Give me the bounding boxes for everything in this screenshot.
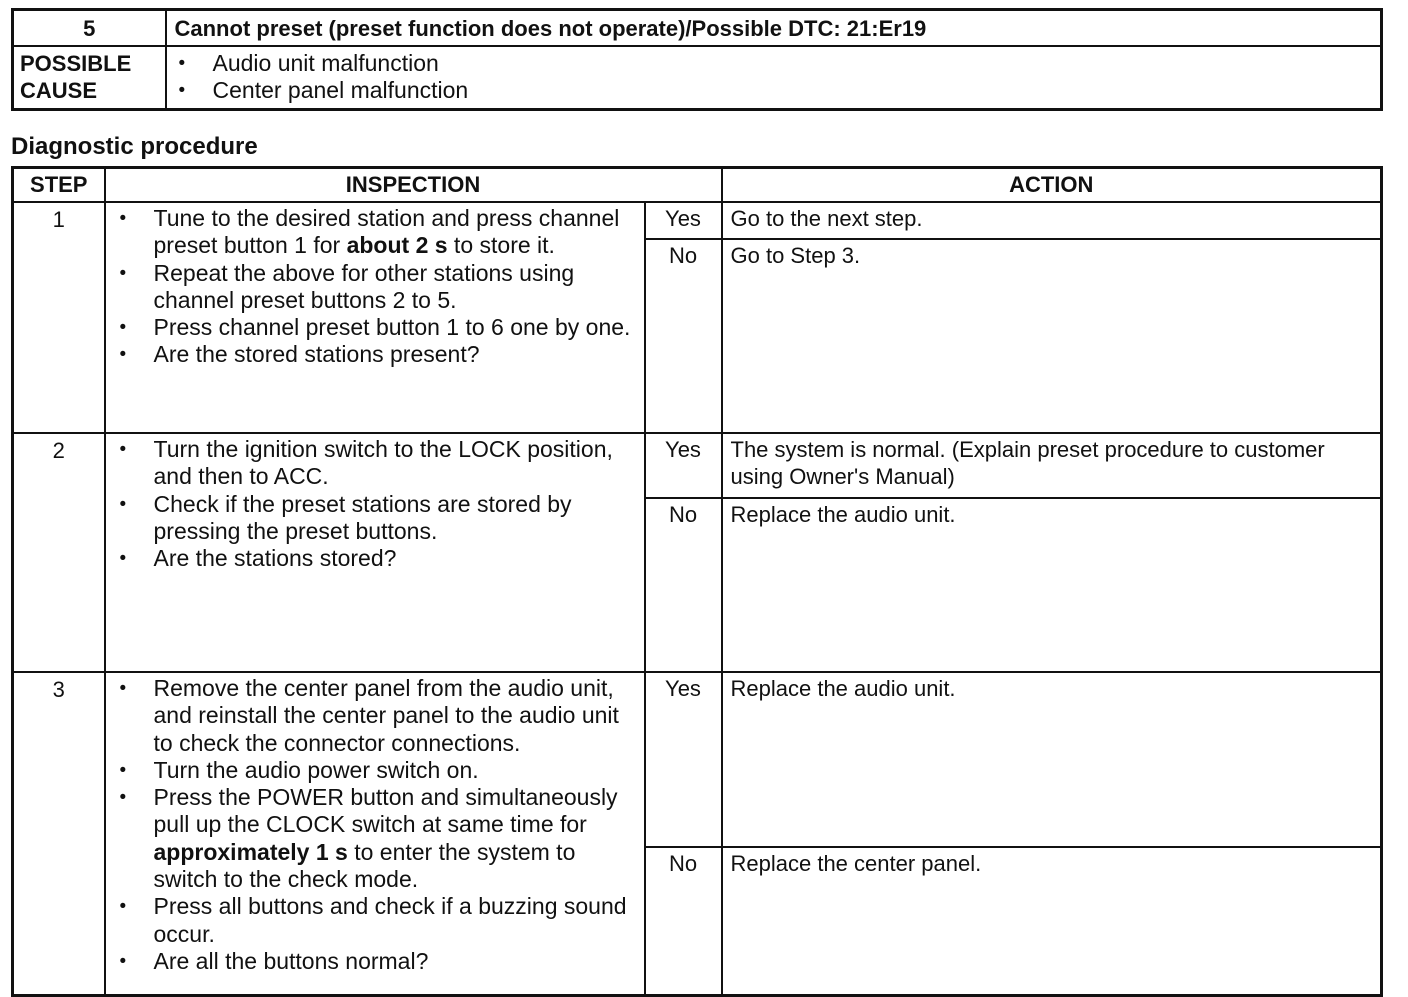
inspection-emphasis: about 2 s <box>346 232 448 259</box>
inspection-cell <box>105 433 645 672</box>
yes-label: Yes <box>645 672 722 847</box>
inspection-item: • Turn the ignition switch to the LOCK position, and then to ACC. <box>120 436 638 491</box>
possible-cause-label <box>13 46 166 110</box>
inspection-cell <box>105 672 645 996</box>
inspection-cell <box>105 202 645 433</box>
no-label: No <box>645 498 722 672</box>
section-heading: Diagnostic procedure <box>11 133 258 160</box>
inspection-item: • Check if the preset stations are stored by pressing the preset buttons. <box>120 491 638 546</box>
inspection-text: Tune to the desired station and press channel preset button 1 for <box>153 205 620 259</box>
cause-item: • Audio unit malfunction <box>179 50 1381 77</box>
inspection-item: • Press all buttons and check if a buzzing sound occur. <box>120 893 638 948</box>
inspection-item: • Are the stations stored? <box>120 545 638 572</box>
no-action: Go to Step 3. <box>722 239 1382 433</box>
inspection-text: to store it. <box>447 232 555 259</box>
yes-action: The system is normal. (Explain preset procedure to customer using Owner's Manual) <box>722 433 1382 498</box>
no-action: Replace the center panel. <box>722 847 1382 996</box>
yes-action: Go to the next step. <box>722 202 1382 239</box>
inspection-item: • Turn the audio power switch on. <box>120 757 638 784</box>
step-number: 1 <box>13 202 105 433</box>
possible-cause-label-line2: CAUSE <box>20 78 98 103</box>
procedure-step-row <box>13 672 1382 847</box>
column-header-step: STEP <box>13 168 105 203</box>
procedure-step-row <box>13 202 1382 239</box>
column-header-inspection: INSPECTION <box>105 168 722 203</box>
step-number: 2 <box>13 433 105 672</box>
inspection-item: • Press channel preset button 1 to 6 one by one. <box>120 314 638 341</box>
cause-item: • Center panel malfunction <box>179 77 1381 104</box>
yes-label: Yes <box>645 202 722 239</box>
inspection-item: • Are the stored stations present? <box>120 341 638 368</box>
inspection-item: • Remove the center panel from the audio unit, and reinstall the center panel to the audio unit to check the connector connections. <box>120 675 638 757</box>
inspection-item <box>120 205 638 260</box>
column-header-action: ACTION <box>722 168 1382 203</box>
inspection-text: to enter the system to switch to the check mode. <box>153 838 576 893</box>
inspection-item: • Repeat the above for other stations using channel preset buttons 2 to 5. <box>120 260 638 315</box>
symptom-number: 5 <box>13 10 166 47</box>
step-number: 3 <box>13 672 105 996</box>
inspection-text: Press the POWER button and simultaneously pull up the CLOCK switch at same time for <box>153 784 618 838</box>
yes-label: Yes <box>645 433 722 498</box>
inspection-emphasis: approximately 1 s <box>153 838 348 865</box>
symptom-header-table <box>11 8 1383 111</box>
no-action: Replace the audio unit. <box>722 498 1382 672</box>
yes-action: Replace the audio unit. <box>722 672 1382 847</box>
no-label: No <box>645 847 722 996</box>
possible-cause-list <box>166 46 1382 110</box>
symptom-title: Cannot preset (preset function does not operate)/Possible DTC: 21:Er19 <box>166 10 1382 47</box>
no-label: No <box>645 239 722 433</box>
procedure-step-row <box>13 433 1382 498</box>
inspection-item: • Are all the buttons normal? <box>120 948 638 975</box>
diagnostic-procedure-table <box>11 166 1383 997</box>
possible-cause-label-line1: POSSIBLE <box>20 51 132 76</box>
inspection-item <box>120 784 638 893</box>
